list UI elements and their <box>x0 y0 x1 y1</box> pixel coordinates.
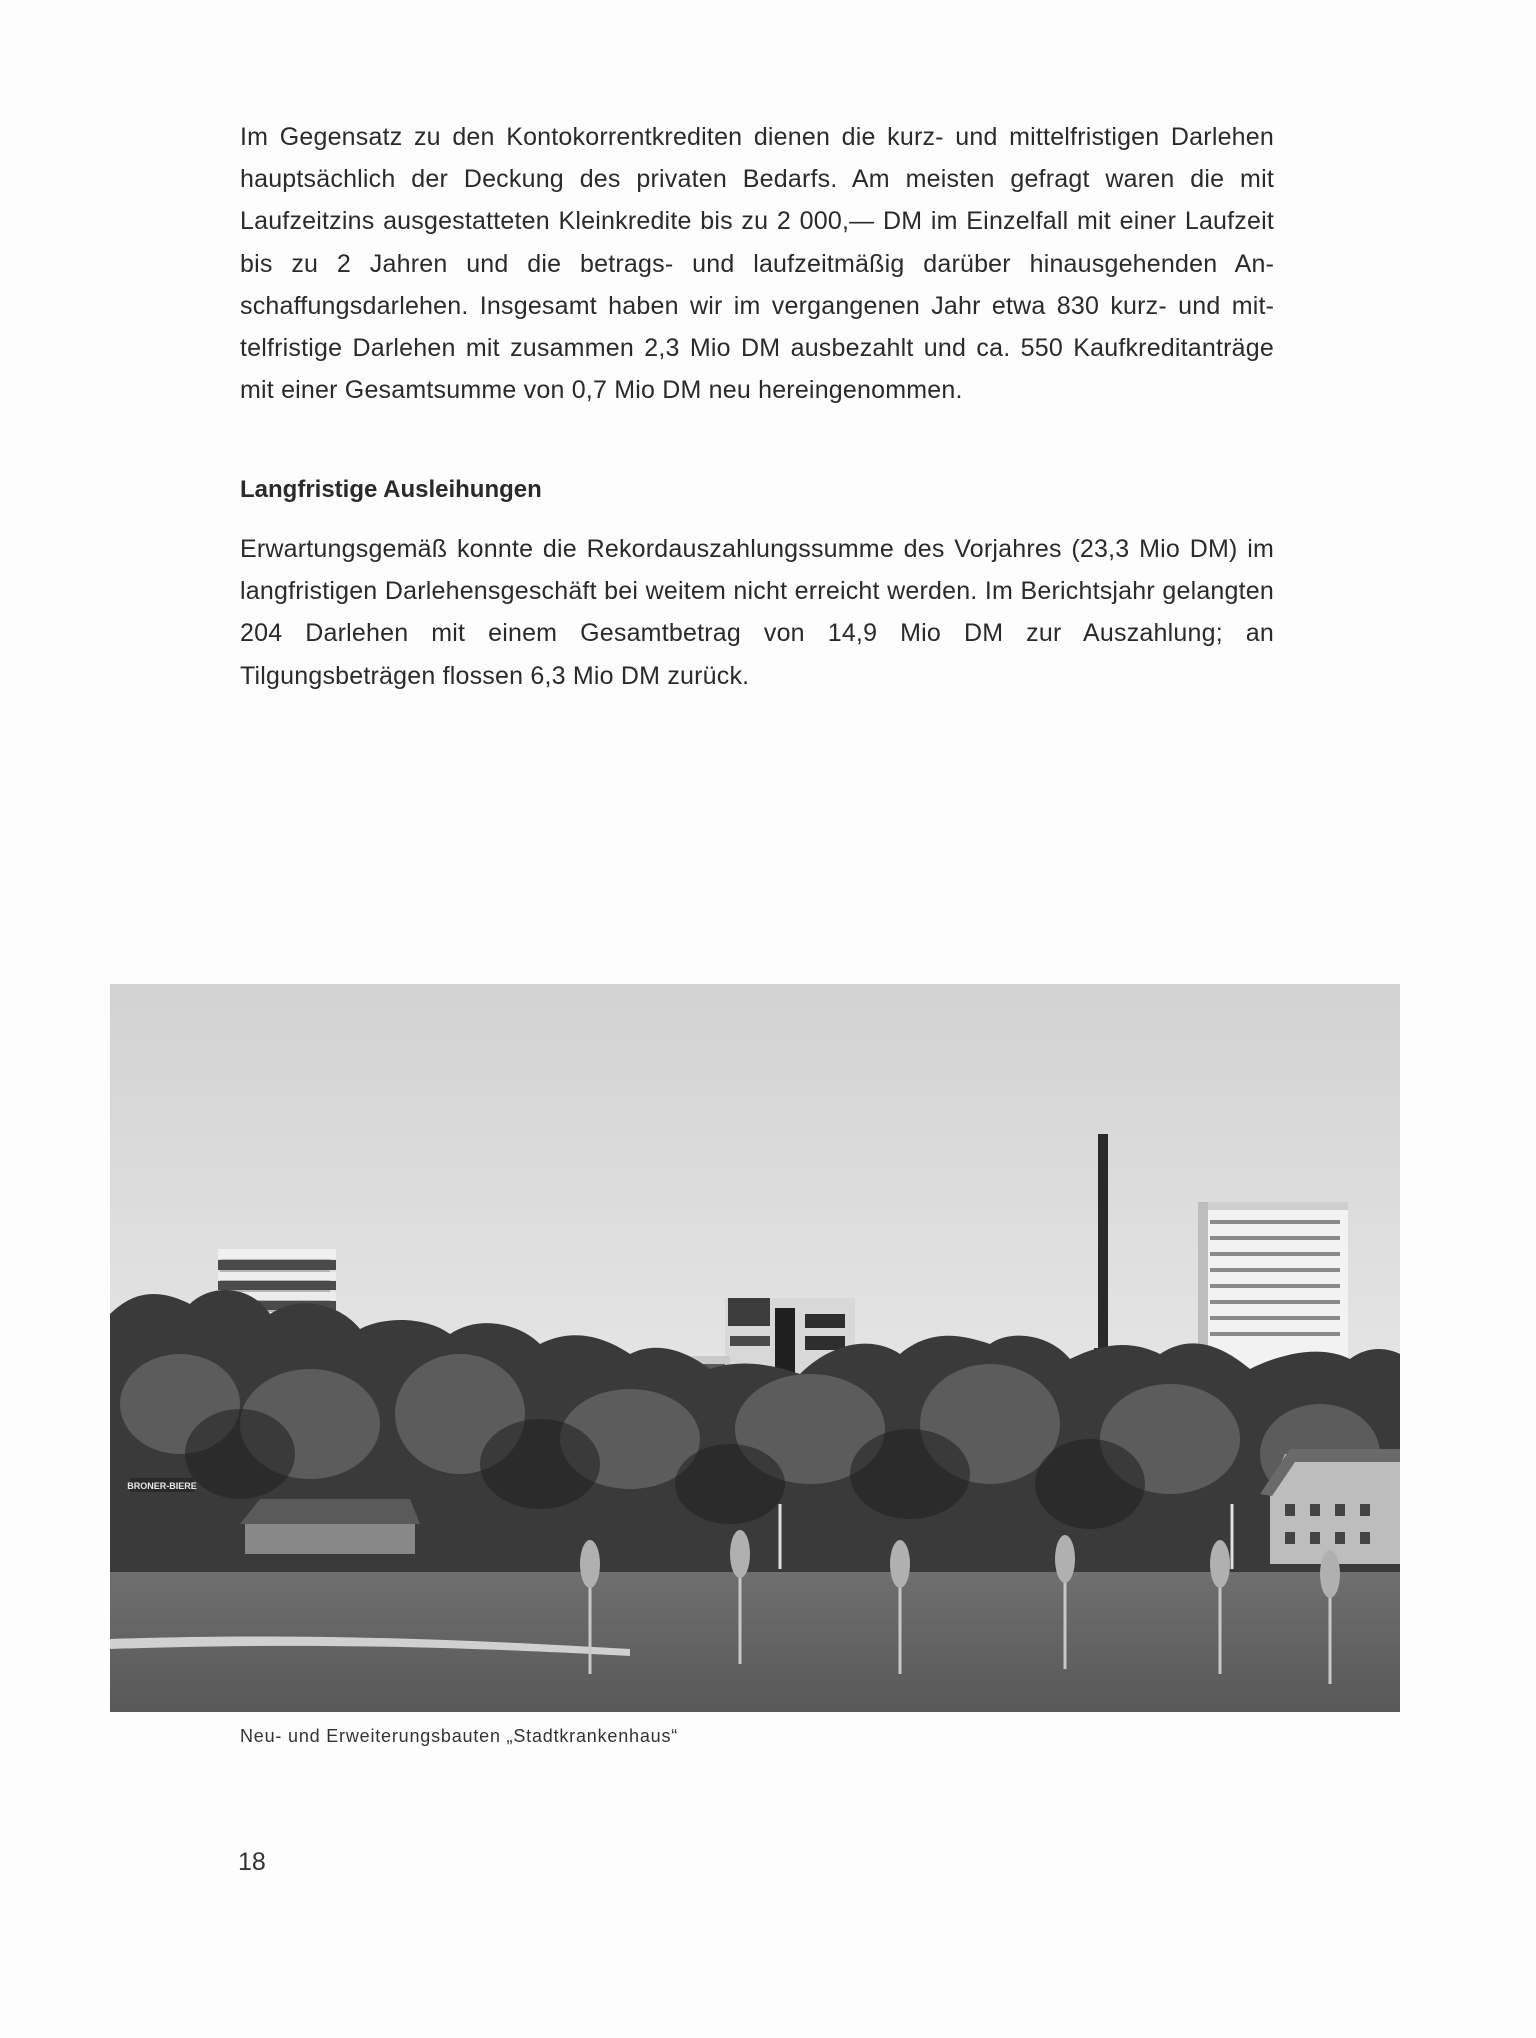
page-number: 18 <box>238 1848 266 1876</box>
hospital-photo <box>110 984 1400 1712</box>
chimney <box>1098 1134 1108 1364</box>
sign-text: BRONER-BIERE <box>127 1481 197 1491</box>
paragraph-short-medium-term-loans: Im Gegensatz zu den Kontokorrentkrediten dienen die kurz- und mittelfristigen Darlehen hauptsächlich der Deckung des privaten Bedarfs. Am meisten gefragt waren die mit Laufzeitzins ausgestatteten Kleinkredite bis zu 2 000,— DM im Einzelfall mit einer Laufzeit bis zu 2 Jahren und die betrags- und laufzeitmäßig darüber hinausgehenden Anschaffungsdarlehen. Insgesamt haben wir im vergangenen Jahr etwa 830 kurz- und mittelfristige Darlehen mit zusammen 2,3 Mio DM ausbezahlt und ca. 550 Kaufkreditanträge mit einer Gesamtsumme von 0,7 Mio DM neu hereingenommen. <box>240 123 1274 405</box>
barn <box>240 1499 420 1554</box>
paragraph-long-term-loans: Erwartungsgemäß konnte die Rekordauszahlungssumme des Vorjahres (23,3 Mio DM) im langfristigen Darlehensgeschäft bei weitem nicht erreicht werden. Im Berichtsjahr gelangten 204 Darlehen mit einem Gesamtbetrag von 14,9 Mio DM zur Auszahlung; an Tilgungsbeträgen flossen 6,3 Mio DM zurück. <box>240 535 1274 690</box>
right-villa <box>1260 1449 1400 1564</box>
figure-caption: Neu- und Erweiterungsbauten „Stadtkrankenhaus“ <box>240 1726 679 1746</box>
brewery-sign <box>127 1478 197 1492</box>
section-heading: Langfristige Ausleihungen <box>240 476 542 503</box>
